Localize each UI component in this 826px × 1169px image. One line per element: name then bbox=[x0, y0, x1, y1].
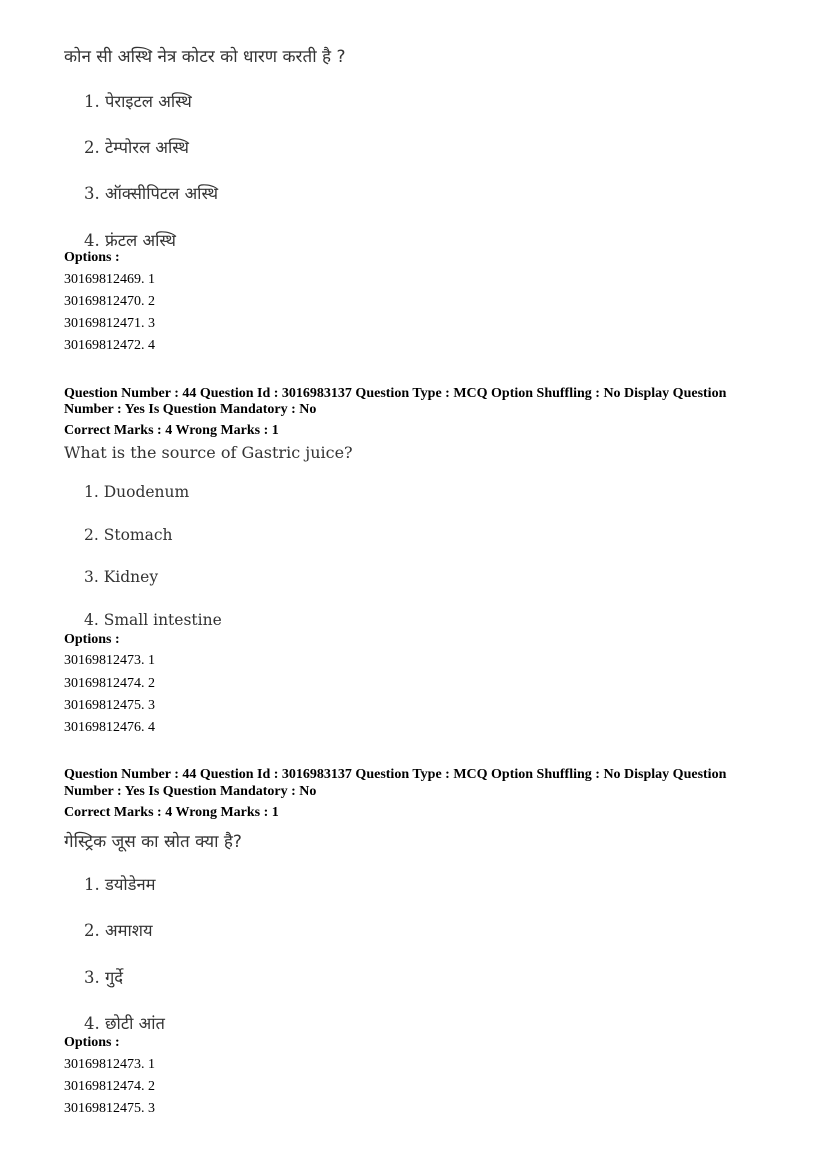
option-row: 30169812474. 2 bbox=[64, 1079, 155, 1094]
option-row: 30169812470. 2 bbox=[64, 294, 155, 309]
option-row: 30169812475. 3 bbox=[64, 1101, 155, 1116]
choice-3: 3. Kidney bbox=[84, 568, 159, 586]
choice-2: 2. Stomach bbox=[84, 526, 173, 544]
option-row: 30169812469. 1 bbox=[64, 272, 155, 287]
choice-1: 1. डयोडेनम bbox=[84, 875, 156, 894]
option-row: 30169812474. 2 bbox=[64, 676, 155, 691]
question-text: कोन सी अस्थि नेत्र कोटर को धारण करती है ? bbox=[64, 47, 346, 67]
question-meta-line2: Number : Yes Is Question Mandatory : No bbox=[64, 784, 317, 799]
option-row: 30169812473. 1 bbox=[64, 1057, 155, 1072]
option-row: 30169812472. 4 bbox=[64, 338, 155, 353]
choice-3: 3. ऑक्सीपिटल अस्थि bbox=[84, 184, 219, 203]
choice-2: 2. टेम्पोरल अस्थि bbox=[84, 138, 189, 157]
choice-4: 4. छोटी आंत bbox=[84, 1014, 165, 1033]
choice-4: 4. फ्रंटल अस्थि bbox=[84, 231, 176, 250]
question-meta-line1: Question Number : 44 Question Id : 3016983137 Question Type : MCQ Option Shuffling : No Display Question bbox=[64, 386, 727, 401]
option-row: 30169812473. 1 bbox=[64, 653, 155, 668]
choice-3: 3. गुर्दे bbox=[84, 968, 124, 987]
choice-4: 4. Small intestine bbox=[84, 611, 222, 629]
question-meta-line2: Number : Yes Is Question Mandatory : No bbox=[64, 402, 317, 417]
options-label: Options : bbox=[64, 1035, 120, 1050]
option-row: 30169812471. 3 bbox=[64, 316, 155, 331]
option-row: 30169812476. 4 bbox=[64, 720, 155, 735]
question-text: What is the source of Gastric juice? bbox=[64, 443, 353, 462]
question-text: गेस्ट्रिक जूस का स्रोत क्या है? bbox=[64, 832, 242, 852]
choice-1: 1. पेराइटल अस्थि bbox=[84, 92, 192, 111]
options-label: Options : bbox=[64, 250, 120, 265]
options-label: Options : bbox=[64, 632, 120, 647]
question-marks: Correct Marks : 4 Wrong Marks : 1 bbox=[64, 423, 279, 438]
question-meta-line1: Question Number : 44 Question Id : 3016983137 Question Type : MCQ Option Shuffling : No Display Question bbox=[64, 767, 727, 782]
choice-2: 2. अमाशय bbox=[84, 921, 153, 940]
option-row: 30169812475. 3 bbox=[64, 698, 155, 713]
choice-1: 1. Duodenum bbox=[84, 483, 190, 501]
question-marks: Correct Marks : 4 Wrong Marks : 1 bbox=[64, 805, 279, 820]
